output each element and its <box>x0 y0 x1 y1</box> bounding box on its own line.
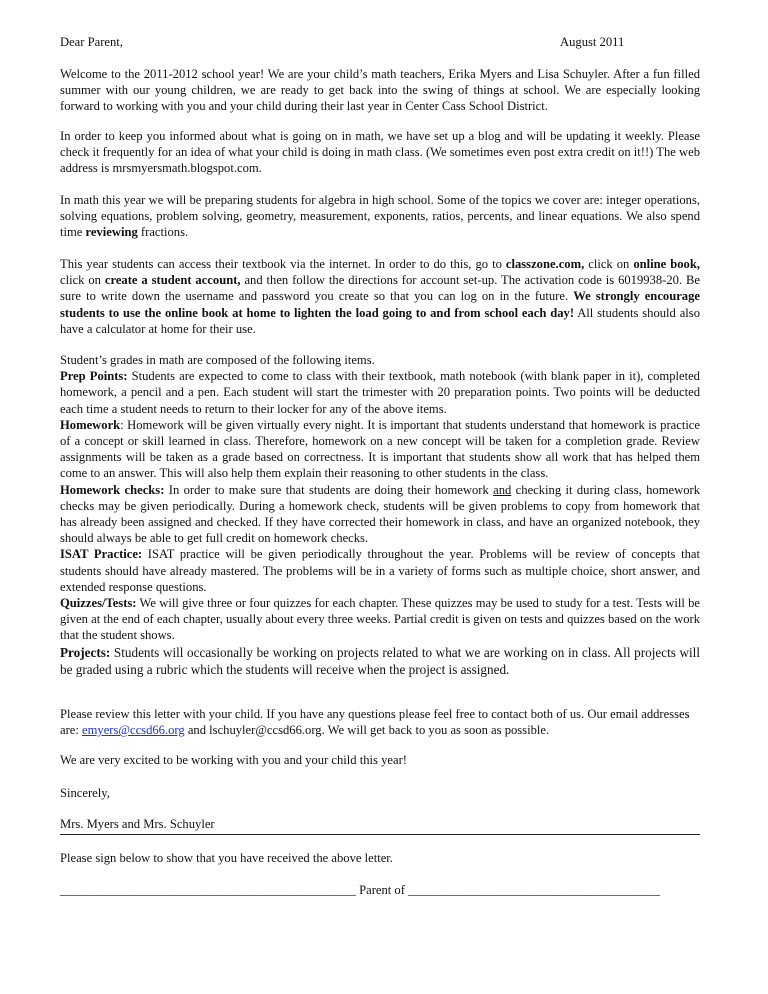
grades-intro: Student’s grades in math are composed of the following items. <box>60 353 375 367</box>
review-paragraph: Please review this letter with your child. If you have any questions please feel free to contact both of us. Our email addresses are: emyers@ccsd66.org and lschuyler@ccsd66.org. We will get back to you as soon as possible. <box>60 707 690 738</box>
homework-label: Homework <box>60 417 121 432</box>
classzone-site: classzone.com, <box>505 257 585 271</box>
prep-points-label: Prep Points: <box>60 369 128 384</box>
parent-signature-line[interactable]: _______________________________________________ Parent of ________________________________________ <box>60 883 660 897</box>
homework-checks-label: Homework checks: <box>60 482 165 497</box>
sign-instructions: Please sign below to show that you have received the above letter. <box>60 851 393 865</box>
projects-item: Projects: Students will occasionally be working on projects related to what we are working on in class. All projects will be graded using a rubric which the students will receive when the project is assigned. <box>60 644 700 677</box>
online-book-encouragement: We strongly encourage students to use the online book at home to lighten the load going to and from school each day! <box>60 289 700 320</box>
letter-date: August 2011 <box>560 35 625 49</box>
signature-rule <box>60 834 700 835</box>
letter-header <box>60 34 700 50</box>
projects-label: Projects: <box>60 644 111 660</box>
homework-item: Homework: Homework will be given virtually every night. It is important that students understand that homework is practice of a concept or skill learned in class. Therefore, homework on a new concept will be taken for a completion grade. Review assignments will be taken as a grade based on correctness. It is important that students show all work that has helped them come to an answer. This will also help them explain their reasoning to other students in the class. <box>60 417 700 481</box>
online-book-step: online book, <box>633 257 700 271</box>
salutation: Dear Parent, <box>60 35 123 49</box>
isat-practice-item: ISAT Practice: ISAT practice will be given periodically throughout the year. Problems will be review of concepts that students should have already mastered. The problems will be in a variety of forms such as multiple choice, short answer, and extended response questions. <box>60 547 700 594</box>
welcome-paragraph: Welcome to the 2011-2012 school year! We are your child’s math teachers, Erika Myers and Lisa Schuyler. After a fun filled summer with our young children, we are ready to get back into the swing of things at school. We are especially looking forward to working with you and your child during their last year in Center Cass School District. <box>60 67 700 114</box>
reviewing-emphasis: reviewing <box>85 225 138 240</box>
email-link-emyers[interactable]: emyers@ccsd66.org <box>82 723 185 738</box>
quizzes-tests-item: Quizzes/Tests: We will give three or four quizzes for each chapter. These quizzes may be used to study for a test. Tests will be given at the end of each chapter, usually about every three weeks. Partial credit is given on tests and quizzes based on the work that the student shows. <box>60 596 700 643</box>
closing: Sincerely, <box>60 786 110 800</box>
homework-checks-item: Homework checks: In order to make sure that students are doing their homework and checking it during class, homework checks may be given periodically. During a homework check, students will be given problems to copy from homework that has already been assigned and checked. If they have corrected their homework in class, and have an organized notebook, they should always be able to get full credit on homework checks. <box>60 482 700 546</box>
signers: Mrs. Myers and Mrs. Schuyler <box>60 817 215 831</box>
textbook-paragraph: This year students can access their textbook via the internet. In order to do this, go to classzone.com, click on online book, click on create a student account, and then follow the directions for account set-up. The activation code is 6019938-20. Be sure to write down the username and password you create so that you can log on in the future. We strongly encourage students to use the online book at home to lighten the load going to and from school each day! All students should also have a calculator at home for their use. <box>60 257 700 336</box>
blog-paragraph: In order to keep you informed about what is going on in math, we have set up a blog and will be updating it weekly. Please check it frequently for an idea of what your child is doing in math class. (We sometimes even post extra credit on it!!) The web address is mrsmyersmath.blogspot.com. <box>60 129 700 176</box>
isat-practice-label: ISAT Practice: <box>60 547 143 562</box>
grades-section <box>60 352 700 678</box>
create-account-step: create a student account, <box>104 273 241 288</box>
quizzes-tests-label: Quizzes/Tests: <box>60 596 137 611</box>
topics-paragraph: In math this year we will be preparing students for algebra in high school. Some of the topics we cover are: integer operations, solving equations, problem solving, geometry, measurement, exponents, ratios, percents, and linear equations. We also spend time reviewing fractions. <box>60 193 700 240</box>
prep-points-item: Prep Points: Students are expected to come to class with their textbook, math notebook (with blank paper in it), completed homework, a pencil and a pen. Each student will start the trimester with 20 preparation points. Two points will be deducted each time a student needs to return to their locker for any of the above items. <box>60 369 700 416</box>
excited-line: We are very excited to be working with you and your child this year! <box>60 753 407 767</box>
